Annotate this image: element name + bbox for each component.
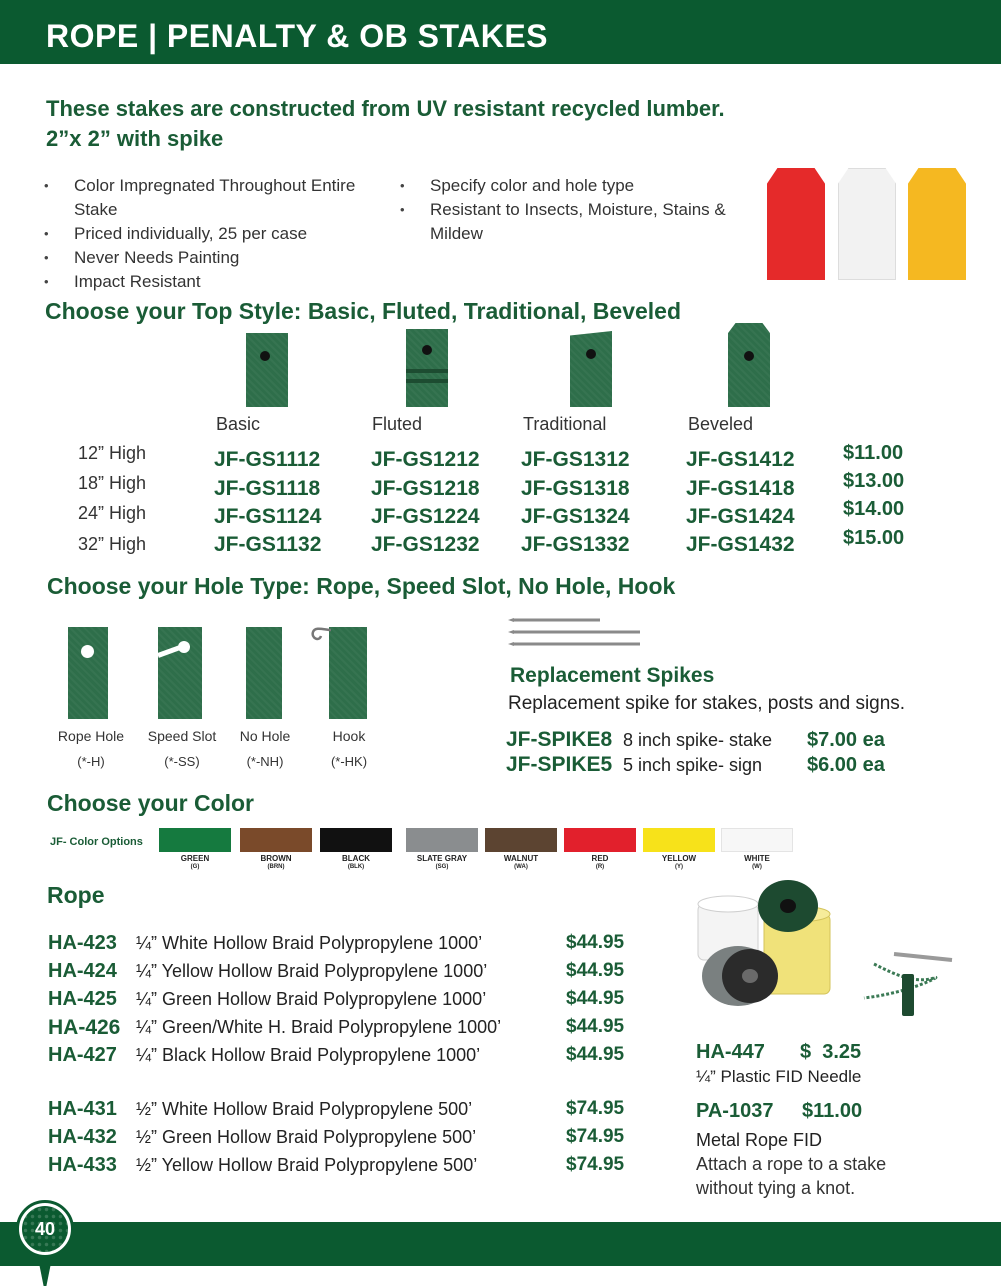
rope-desc: ¼” Green Hollow Braid Polypropylene 1000’ — [136, 989, 487, 1009]
sku: JF-GS1412 — [686, 448, 795, 471]
hook-icon — [305, 620, 335, 650]
color-code: (BLK) — [347, 864, 365, 870]
spike-price: $7.00 ea — [807, 729, 885, 751]
intro-line-2: 2”x 2” with spike — [46, 126, 224, 151]
sku: JF-GS1224 — [371, 505, 480, 528]
color-code: (BRN) — [267, 864, 285, 870]
feature-item: • Color Impregnated Throughout Entire Stake — [44, 174, 389, 222]
color-swatch-red — [564, 828, 636, 852]
rope-price: $44.95 — [566, 1044, 625, 1065]
color-code: (WA) — [514, 864, 528, 870]
spikes-description: Replacement spike for stakes, posts and signs. — [508, 693, 906, 714]
color-code: (Y) — [675, 864, 683, 870]
price: $13.00 — [843, 470, 905, 492]
sku: JF-GS1218 — [371, 477, 480, 500]
spike-sku: JF-SPIKE5 — [506, 753, 613, 776]
white-stake-image — [838, 168, 896, 280]
hole-code: (*-NH) — [246, 754, 284, 769]
color-swatch-green — [159, 828, 231, 852]
spikes-heading: Replacement Spikes — [510, 664, 715, 687]
beveled-stake-image — [728, 323, 770, 407]
fid-needle-image — [854, 934, 956, 1020]
rope-price: $44.95 — [566, 960, 625, 981]
traditional-stake-image — [570, 331, 612, 407]
yellow-stake-image — [908, 168, 966, 280]
rope-price: $74.95 — [566, 1154, 625, 1175]
price: $14.00 — [843, 498, 905, 520]
hole-label: No Hole — [239, 728, 291, 744]
rope-price: $44.95 — [566, 1016, 625, 1037]
sku: JF-GS1332 — [521, 533, 630, 556]
color-name: YELLOW — [661, 854, 697, 863]
fid-desc-1: Attach a rope to a stake — [696, 1154, 887, 1174]
color-swatch-white — [721, 828, 793, 852]
hole-label: Speed Slot — [147, 728, 217, 744]
sku: JF-GS1424 — [686, 505, 795, 528]
rope-desc: ¼” Black Hollow Braid Polypropylene 1000’ — [136, 1045, 481, 1065]
spike-price: $6.00 ea — [807, 754, 885, 776]
hole-label: Rope Hole — [57, 728, 125, 744]
color-name: SLATE GRAY — [416, 854, 468, 863]
rope-sku: HA-424 — [48, 960, 117, 982]
rope-desc: ¼” Yellow Hollow Braid Polypropylene 1000’ — [136, 961, 488, 981]
color-name: GREEN — [180, 854, 210, 863]
header-bar — [0, 0, 1001, 64]
rope-heading: Rope — [47, 882, 105, 908]
page-number-badge — [16, 1200, 74, 1258]
spike-desc: 8 inch spike- stake — [623, 730, 773, 750]
features-left-list — [44, 174, 389, 294]
style-label-basic: Basic — [216, 414, 261, 434]
color-code: (W) — [752, 864, 762, 870]
rope-desc: ¼” Green/White H. Braid Polypropylene 1000’ — [136, 1017, 502, 1037]
color-name: RED — [591, 854, 609, 863]
intro-line-1: These stakes are constructed from UV resistant recycled lumber. — [46, 96, 725, 121]
color-name: WALNUT — [503, 854, 539, 863]
rope-sku: HA-425 — [48, 988, 117, 1010]
rope-desc: ¼” White Hollow Braid Polypropylene 1000’ — [136, 933, 483, 953]
color-options-label: JF- Color Options — [50, 836, 143, 848]
sku: JF-GS1432 — [686, 533, 795, 556]
color-code: (G) — [190, 864, 200, 870]
sku: JF-GS1212 — [371, 448, 480, 471]
rope-desc: ½” White Hollow Braid Polypropylene 500’ — [136, 1099, 473, 1119]
color-swatch-black — [320, 828, 392, 852]
spike-sku: JF-SPIKE8 — [506, 728, 613, 751]
hole-label: Hook — [332, 728, 366, 744]
basic-stake-image — [246, 333, 288, 407]
color-swatch-yellow — [643, 828, 715, 852]
fluted-stake-image — [406, 329, 448, 407]
needle-sku: HA-447 — [696, 1041, 765, 1063]
color-swatch-brown — [240, 828, 312, 852]
rope-hole-stake-image — [68, 627, 108, 719]
color-name: BLACK — [342, 854, 370, 863]
color-name: BROWN — [260, 854, 292, 863]
footer-bar — [0, 1222, 1001, 1266]
spikes-image — [508, 614, 644, 654]
color-swatch-slate-gray — [406, 828, 478, 852]
page-title: ROPE | PENALTY & OB STAKES — [46, 18, 549, 54]
fid-desc-2: without tying a knot. — [696, 1178, 856, 1198]
feature-item: • Specify color and hole type — [400, 174, 745, 198]
sku: JF-GS1324 — [521, 505, 630, 528]
sku: JF-GS1312 — [521, 448, 630, 471]
price: $11.00 — [843, 442, 904, 464]
style-label-traditional: Traditional — [523, 414, 607, 434]
red-stake-image — [767, 168, 825, 280]
sku: JF-GS1318 — [521, 477, 630, 500]
sku: JF-GS1124 — [214, 505, 322, 528]
price: $15.00 — [843, 527, 905, 549]
no-hole-stake-image — [246, 627, 282, 719]
speed-slot-stake-image — [158, 627, 202, 719]
fid-title: Metal Rope FID — [696, 1130, 823, 1150]
size-label: 12” High — [78, 443, 147, 463]
sku: JF-GS1232 — [371, 533, 480, 556]
size-label: 18” High — [78, 473, 147, 493]
color-name: WHITE — [744, 854, 770, 863]
hole-code: (*-SS) — [164, 754, 200, 769]
rope-desc: ½” Yellow Hollow Braid Polypropylene 500’ — [136, 1155, 478, 1175]
feature-item: • Priced individually, 25 per case — [44, 222, 389, 246]
style-label-fluted: Fluted — [372, 414, 423, 434]
fid-sku: PA-1037 — [696, 1100, 774, 1122]
top-style-heading: Choose your Top Style: Basic, Fluted, Traditional, Beveled — [45, 298, 682, 324]
spike-desc: 5 inch spike- sign — [623, 755, 763, 775]
needle-price: $ 3.25 — [800, 1041, 862, 1063]
needle-desc: ¼” Plastic FID Needle — [696, 1067, 862, 1086]
rope-price: $74.95 — [566, 1126, 625, 1147]
rope-price: $74.95 — [566, 1098, 625, 1119]
size-label: 32” High — [78, 534, 147, 554]
feature-item: • Impact Resistant — [44, 270, 389, 294]
hole-code: (*-H) — [77, 754, 105, 769]
feature-item: • Never Needs Painting — [44, 246, 389, 270]
rope-sku: HA-431 — [48, 1098, 117, 1120]
hole-code: (*-HK) — [330, 754, 368, 769]
fid-price: $11.00 — [802, 1100, 863, 1122]
rope-spools-image — [694, 880, 844, 1010]
rope-price: $44.95 — [566, 988, 625, 1009]
rope-desc: ½” Green Hollow Braid Polypropylene 500’ — [136, 1127, 477, 1147]
features-right-list — [400, 174, 745, 246]
rope-sku: HA-423 — [48, 932, 117, 954]
rope-price: $44.95 — [566, 932, 625, 953]
rope-sku: HA-426 — [48, 1016, 121, 1039]
rope-sku: HA-432 — [48, 1126, 117, 1148]
golf-tee-icon — [38, 1258, 52, 1286]
size-label: 24” High — [78, 503, 147, 523]
color-swatch-walnut — [485, 828, 557, 852]
rope-sku: HA-433 — [48, 1154, 117, 1176]
color-code: (R) — [595, 864, 605, 870]
sku: JF-GS1132 — [214, 533, 322, 556]
sku: JF-GS1118 — [214, 477, 321, 500]
sku: JF-GS1112 — [214, 448, 321, 471]
color-code: (SG) — [435, 864, 449, 870]
style-label-beveled: Beveled — [688, 414, 754, 434]
rope-sku: HA-427 — [48, 1044, 117, 1066]
sku: JF-GS1418 — [686, 477, 795, 500]
hole-type-heading: Choose your Hole Type: Rope, Speed Slot, No Hole, Hook — [47, 573, 676, 599]
color-heading: Choose your Color — [47, 790, 255, 816]
page-number: 40 — [22, 1206, 68, 1252]
feature-item: • Resistant to Insects, Moisture, Stains & Mildew — [400, 198, 745, 246]
